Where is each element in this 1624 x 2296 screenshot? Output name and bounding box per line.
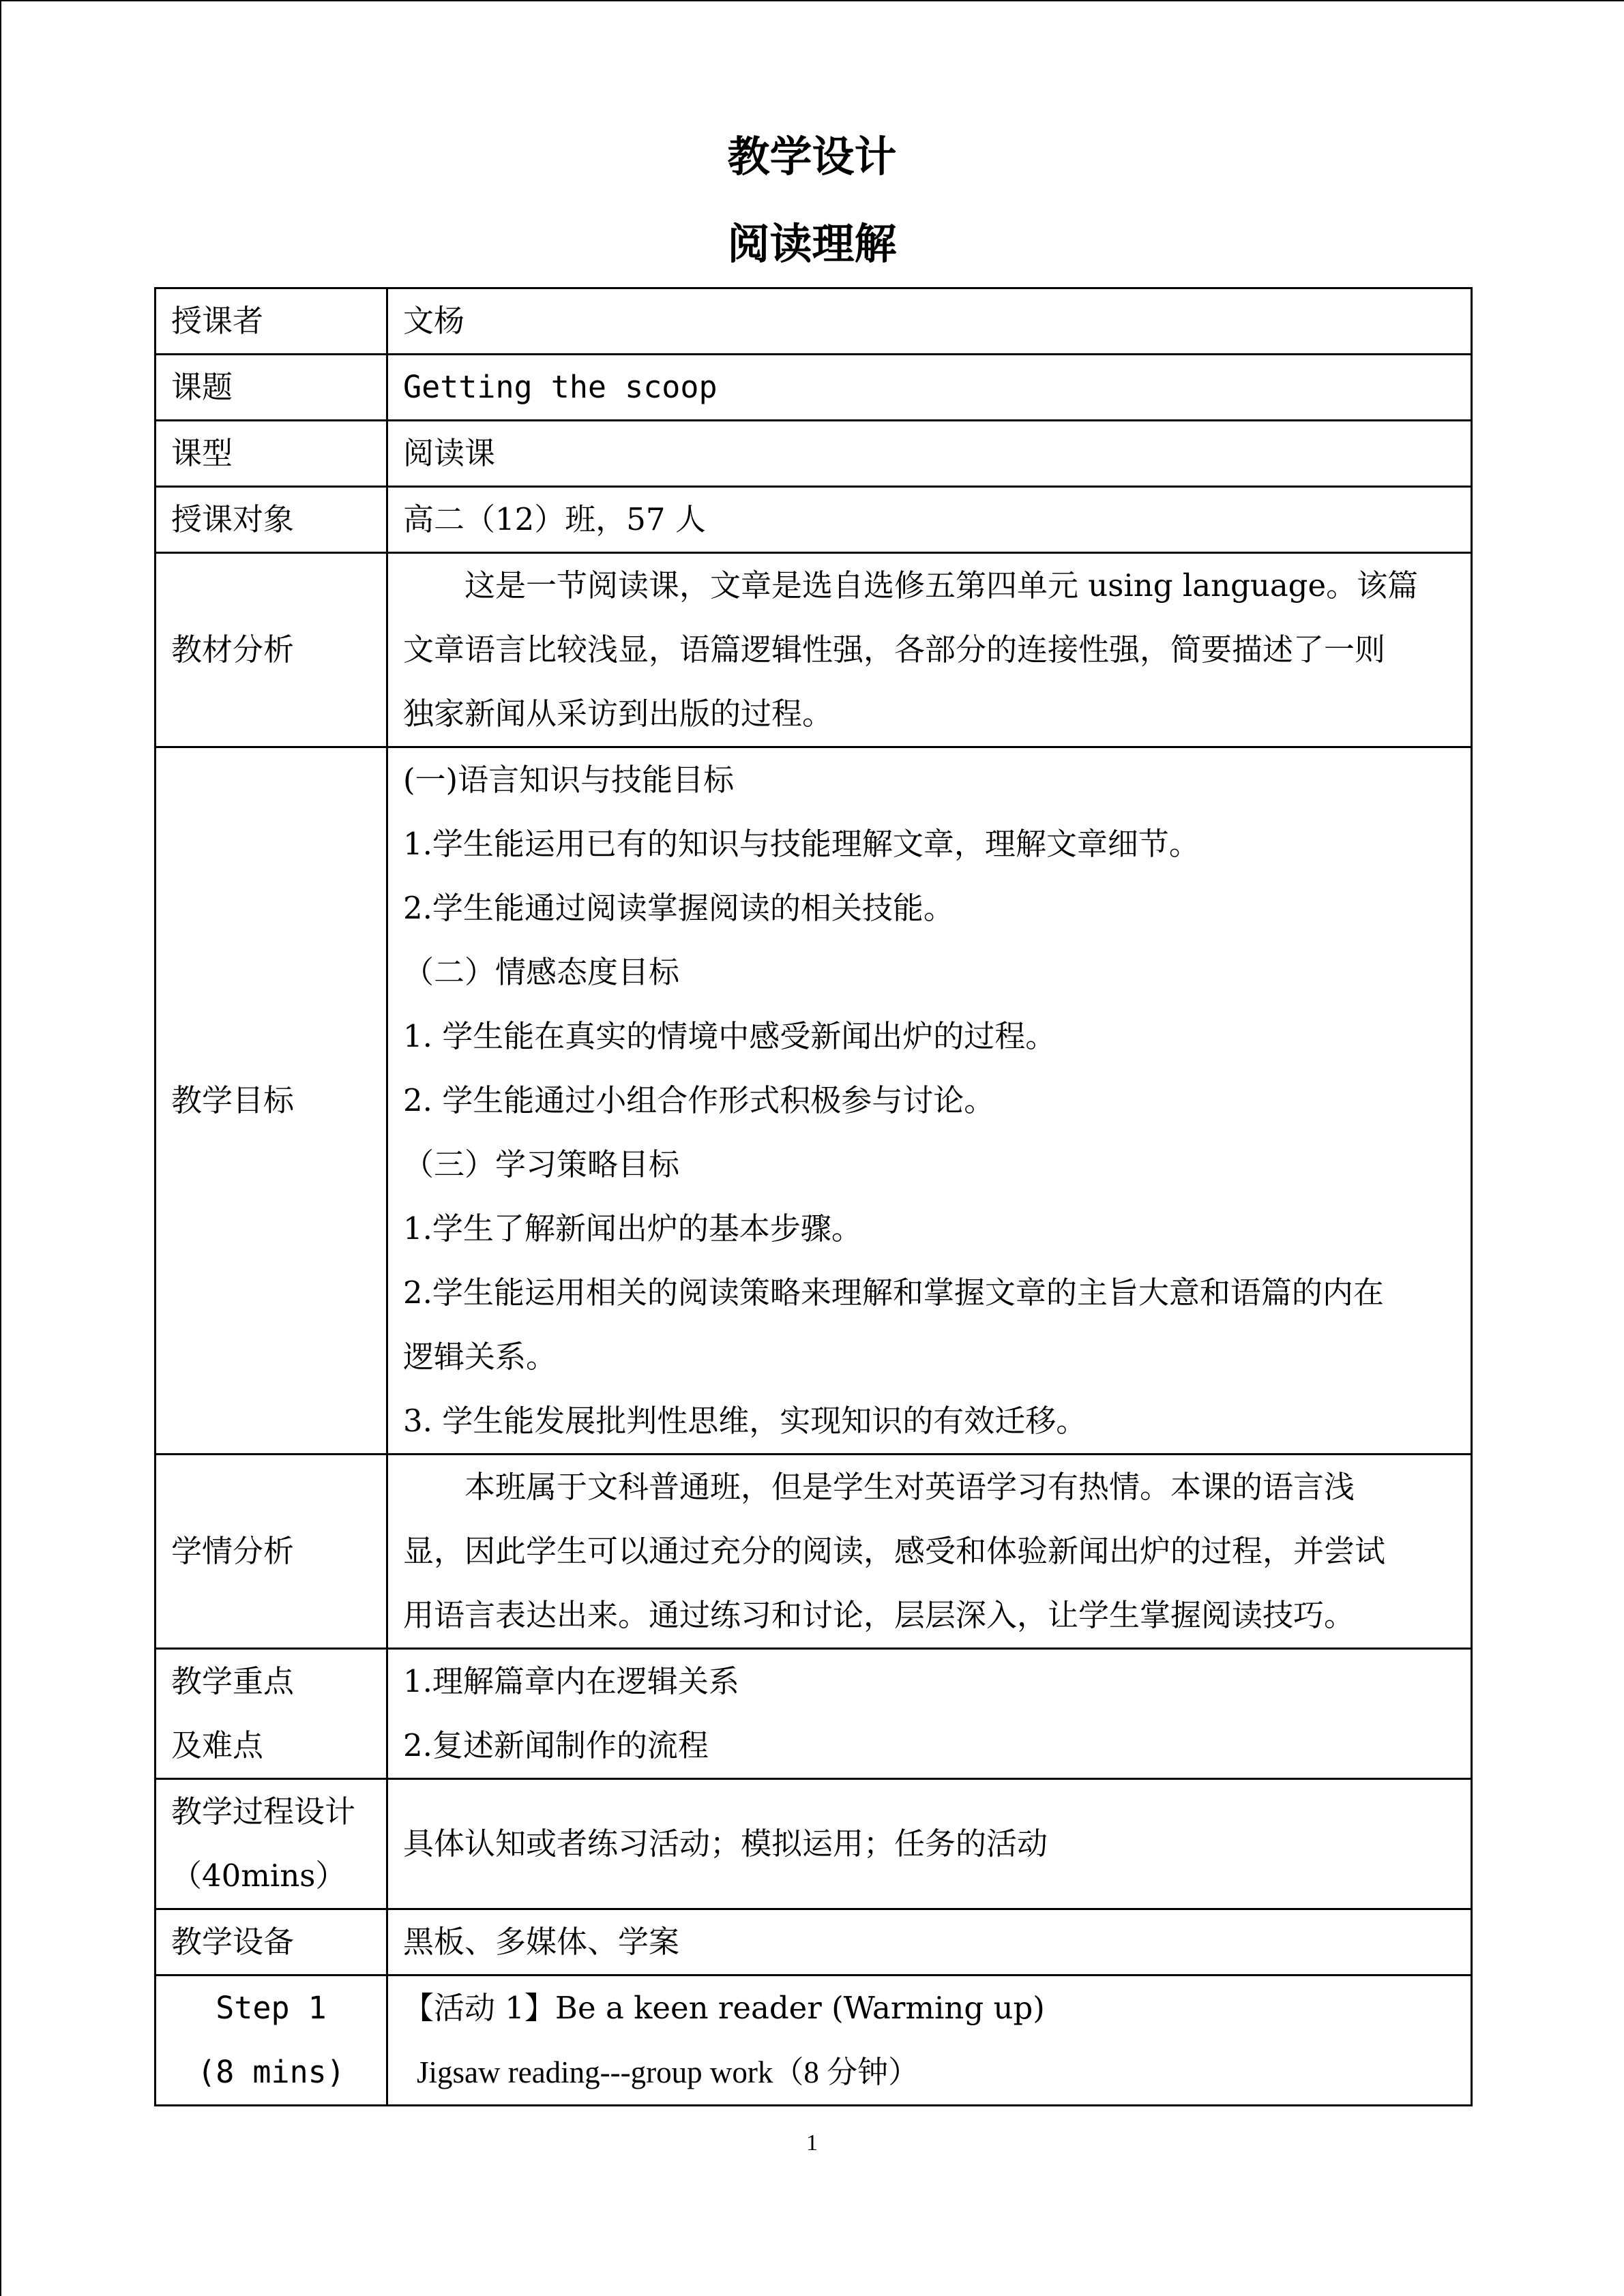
teacher-label: 授课者 — [156, 288, 387, 355]
material-line: 这是一节阅读课，文章是选自选修五第四单元 using language。该篇 — [464, 567, 1419, 603]
key-point-line: 1.理解篇章内在逻辑关系 — [403, 1663, 739, 1699]
row-key-points — [156, 1649, 1472, 1779]
document-subtitle: 阅读理解 — [727, 219, 897, 269]
objective-line: 1.学生了解新闻出炉的基本步骤。 — [403, 1210, 862, 1247]
objective-line: (一)语言知识与技能目标 — [403, 762, 735, 798]
step1-value — [387, 1976, 1472, 2106]
learners-label: 学情分析 — [156, 1455, 387, 1649]
step1-label-line: Step 1 — [216, 1990, 327, 2026]
audience-value: 高二（12）班，57 人 — [387, 487, 1472, 553]
type-value: 阅读课 — [387, 421, 1472, 487]
process-label — [156, 1779, 387, 1909]
objective-line: 2.学生能运用相关的阅读策略来理解和掌握文章的主旨大意和语篇的内在 — [403, 1274, 1384, 1311]
page-number: 1 — [806, 2130, 818, 2156]
material-line: 独家新闻从采访到出版的过程。 — [403, 696, 833, 732]
row-type — [156, 421, 1472, 487]
objective-line: 逻辑关系。 — [403, 1339, 557, 1375]
objective-line: 1. 学生能在真实的情境中感受新闻出炉的过程。 — [403, 1018, 1057, 1054]
row-audience — [156, 487, 1472, 553]
learners-line: 显，因此学生可以通过充分的阅读，感受和体验新闻出炉的过程，并尝试 — [403, 1533, 1386, 1569]
objective-line: 2. 学生能通过小组合作形式积极参与讨论。 — [403, 1082, 995, 1118]
equipment-label: 教学设备 — [156, 1909, 387, 1976]
row-objectives — [156, 747, 1472, 1455]
step1-activity-line: 【活动 1】Be a keen reader (Warming up) — [403, 1990, 1045, 2026]
process-label-line: 教学过程设计 — [171, 1793, 356, 1830]
process-value: 具体认知或者练习活动；模拟运用；任务的活动 — [387, 1779, 1472, 1909]
topic-value: Getting the scoop — [387, 355, 1472, 421]
process-label-line: （40mins） — [171, 1858, 346, 1894]
type-label: 课型 — [156, 421, 387, 487]
row-material — [156, 553, 1472, 747]
material-label: 教材分析 — [156, 553, 387, 747]
step1-label — [156, 1976, 387, 2106]
objective-line: （三）学习策略目标 — [403, 1146, 680, 1182]
material-line: 文章语言比较浅显，语篇逻辑性强，各部分的连接性强，简要描述了一则 — [403, 631, 1386, 668]
row-teacher — [156, 288, 1472, 355]
lesson-plan-table — [154, 287, 1473, 2106]
teacher-value: 文杨 — [387, 288, 1472, 355]
row-learners — [156, 1455, 1472, 1649]
learners-value — [387, 1455, 1472, 1649]
key-point-line: 2.复述新闻制作的流程 — [403, 1727, 709, 1763]
key-points-value — [387, 1649, 1472, 1779]
row-process — [156, 1779, 1472, 1909]
row-step1 — [156, 1976, 1472, 2106]
learners-line: 用语言表达出来。通过练习和讨论，层层深入，让学生掌握阅读技巧。 — [403, 1597, 1355, 1633]
key-points-label — [156, 1649, 387, 1779]
learners-line: 本班属于文科普通班，但是学生对英语学习有热情。本课的语言浅 — [464, 1469, 1355, 1505]
step1-activity-line: Jigsaw reading---group work（8 分钟） — [417, 2055, 919, 2089]
row-equipment — [156, 1909, 1472, 1976]
objectives-value — [387, 747, 1472, 1455]
objective-line: 2.学生能通过阅读掌握阅读的相关技能。 — [403, 890, 954, 926]
key-points-label-line: 教学重点 — [171, 1663, 295, 1699]
objectives-label: 教学目标 — [156, 747, 387, 1455]
audience-label: 授课对象 — [156, 487, 387, 553]
equipment-value: 黑板、多媒体、学案 — [387, 1909, 1472, 1976]
topic-label: 课题 — [156, 355, 387, 421]
step1-label-line: (8 mins) — [197, 2054, 345, 2090]
material-value — [387, 553, 1472, 747]
key-points-label-line: 及难点 — [171, 1727, 264, 1763]
objective-line: 1.学生能运用已有的知识与技能理解文章，理解文章细节。 — [403, 826, 1200, 862]
objective-line: （二）情感态度目标 — [403, 954, 680, 990]
objective-line: 3. 学生能发展批判性思维，实现知识的有效迁移。 — [403, 1403, 1087, 1439]
row-topic — [156, 355, 1472, 421]
document-title: 教学设计 — [727, 132, 897, 181]
